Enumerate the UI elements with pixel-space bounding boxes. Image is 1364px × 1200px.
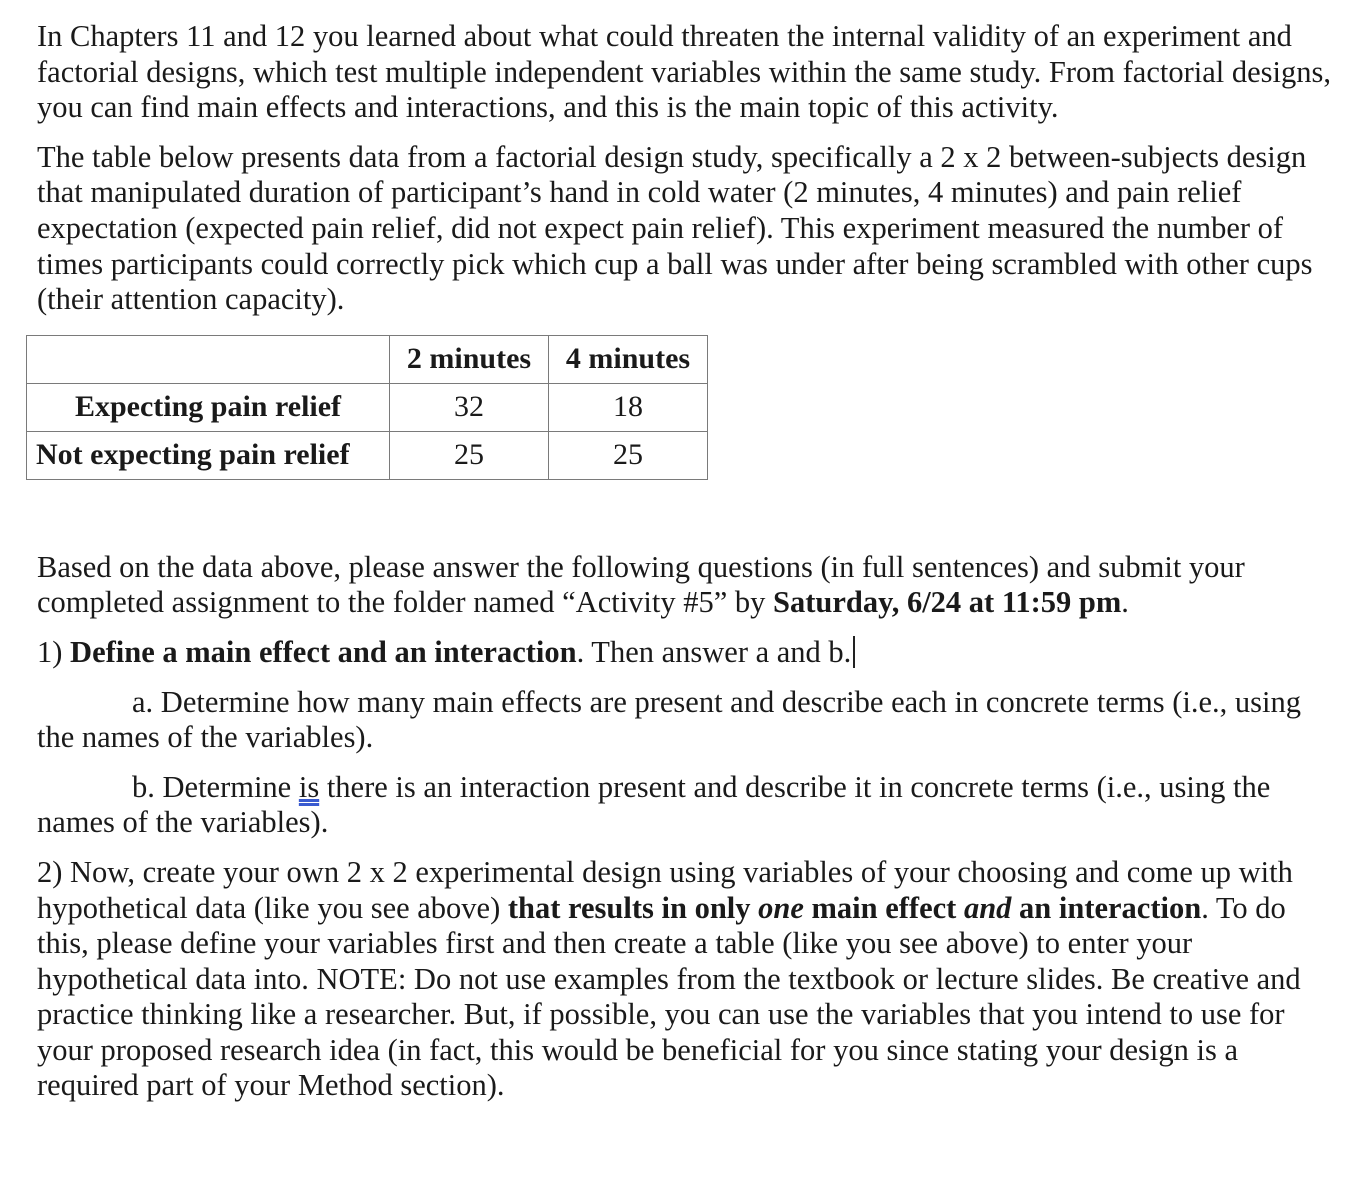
table-cell: 18	[549, 383, 708, 431]
grammar-flag-word[interactable]: is	[298, 769, 320, 804]
question-2-text-2: . To do this, please define your variables first and then create a table (like you see above) to enter your hypothetical data into. NOTE: Do not use examples from the textbook or lecture slides. Be creative and practice thinking like a researcher. But, if possible, you can use the variables that you intend to use for your proposed research idea (in fact, this would be beneficial for you since stating your design is a required part of your Method section).	[37, 890, 1301, 1103]
question-2-bold-italic-and: and	[963, 890, 1012, 925]
instructions-paragraph	[37, 550, 1337, 621]
data-table	[26, 335, 708, 480]
table-header-empty	[27, 335, 390, 383]
table-row	[27, 383, 708, 431]
document-page[interactable]	[37, 19, 1337, 1104]
question-1	[37, 635, 1337, 671]
table-header-row	[27, 335, 708, 383]
question-1-rest: . Then answer a and b.	[576, 634, 852, 669]
question-1-bold: Define a main effect and an interaction	[70, 634, 577, 669]
table-row	[27, 431, 708, 479]
table-header-2-minutes: 2 minutes	[390, 335, 549, 383]
table-cell: 25	[549, 431, 708, 479]
row-label-not-expecting: Not expecting pain relief	[27, 431, 390, 479]
question-2	[37, 855, 1337, 1104]
instructions-lead: Based on the data above, please answer the following questions (in full sentences) and submit your completed assignment to the folder named “Activity #5” by	[37, 549, 1245, 620]
question-1b	[37, 770, 1337, 841]
table-cell: 25	[390, 431, 549, 479]
question-2-text-1: 2) Now, create your own 2 x 2 experimental design using variables of your choosing and come up with hypothetical data (like you see above)	[37, 854, 1293, 925]
intro-paragraph-2: The table below presents data from a factorial design study, specifically a 2 x 2 between-subjects design that manipulated duration of participant’s hand in cold water (2 minutes, 4 minutes) and pain relief expectation (expected pain relief, did not expect pain relief). This experiment measured the number of times participants could correctly pick which cup a ball was under after being scrambled with other cups (their attention capacity).	[37, 139, 1313, 317]
text-cursor	[853, 636, 855, 668]
question-1b-after: there is an interaction present and describe it in concrete terms (i.e., using the names of the variables).	[37, 769, 1271, 840]
row-label-expecting: Expecting pain relief	[27, 383, 390, 431]
question-2-bold-italic-one: one	[758, 890, 804, 925]
question-2-bold-1: that results in only	[507, 890, 759, 925]
question-1b-before: b. Determine	[132, 769, 299, 804]
question-2-bold-2: main effect	[803, 890, 964, 925]
intro-paragraph-1: In Chapters 11 and 12 you learned about what could threaten the internal validity of an experiment and factorial designs, which test multiple independent variables within the same study. From factorial designs, you can find main effects and interactions, and this is the main topic of this activity.	[37, 19, 1331, 125]
table-header-4-minutes: 4 minutes	[549, 335, 708, 383]
question-2-bold-3: an interaction	[1011, 890, 1202, 925]
question-1-number: 1)	[37, 634, 71, 669]
instructions-end: .	[1121, 585, 1129, 620]
table-cell: 32	[390, 383, 549, 431]
deadline: Saturday, 6/24 at 11:59 pm	[773, 585, 1122, 620]
question-1a: a. Determine how many main effects are present and describe each in concrete terms (i.e., using the names of the variables).	[37, 684, 1301, 755]
